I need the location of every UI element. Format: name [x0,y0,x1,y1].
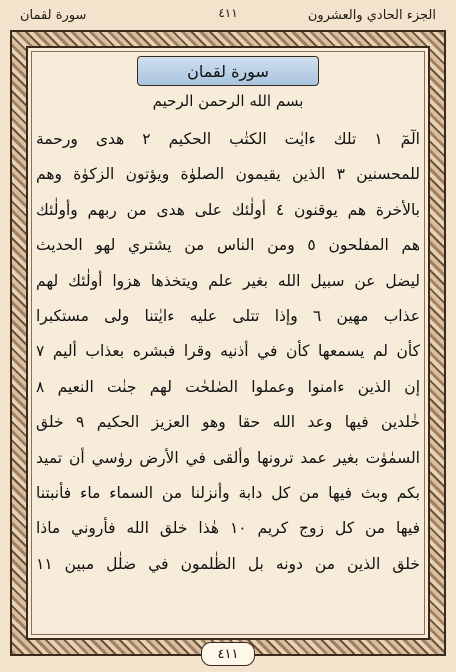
text-line: فيها من كل زوج كريم ١٠ هٰذا خلق الله فأروني ماذا [36,519,420,538]
text-line: السمٰوٰت بغير عمد ترونها وألقى في الأرض روٰسي أن تميد [36,448,420,467]
text-line: بالأخرة هم يوقنون ٤ أولٰئك على هدى من ربهم وأولٰئك [36,200,420,219]
header-page-number: ٤١١ [218,6,238,20]
text-line: خٰلدين فيها وعد الله حقا وهو العزيز الحكيم ٩ خلق [36,413,420,432]
ornamental-frame [10,30,446,656]
text-line: عذاب مهين ٦ وإذا تتلى عليه ءايٰتنا ولى مستكبرا [36,306,420,325]
text-line: إن الذين ءامنوا وعملوا الصٰلحٰت لهم جنٰت النعيم ٨ [36,377,420,396]
text-line: ليضل عن سبيل الله بغير علم ويتخذها هزوا أولٰئك لهم [36,271,420,290]
surah-title: سورة لقمان [187,61,269,81]
surah-title-banner [137,56,319,86]
text-line: الٓمٓ ١ تلك ءايٰت الكتٰب الحكيم ٢ هدى ورحمة [36,130,420,148]
footer-page-number: ٤١١ [217,646,239,662]
footer-page-number-badge [201,642,255,666]
text-panel [26,46,430,640]
text-line: للمحسنين ٣ الذين يقيمون الصلوٰة ويؤتون الزكوٰة وهم [36,165,420,184]
verse-lines [36,122,420,582]
text-line: كأن لم يسمعها كأن في أذنيه وقرا فبشره بعذاب أليم ٧ [36,342,420,361]
basmala: بسم الله الرحمن الرحيم [152,92,304,110]
text-line: هم المفلحون ٥ ومن الناس من يشتري لهو الحديث [36,236,420,255]
page-header [14,4,442,30]
juz-label: الجزء الحادي والعشرون [307,8,436,23]
text-line: خلق الذين من دونه بل الظٰلمون في ضلٰل مبين ١١ [36,554,420,573]
text-line: بكم وبث فيها من كل دابة وأنزلنا من السماء ماء فأنبتنا [36,483,420,502]
surah-label: سورة لقمان [20,8,87,23]
